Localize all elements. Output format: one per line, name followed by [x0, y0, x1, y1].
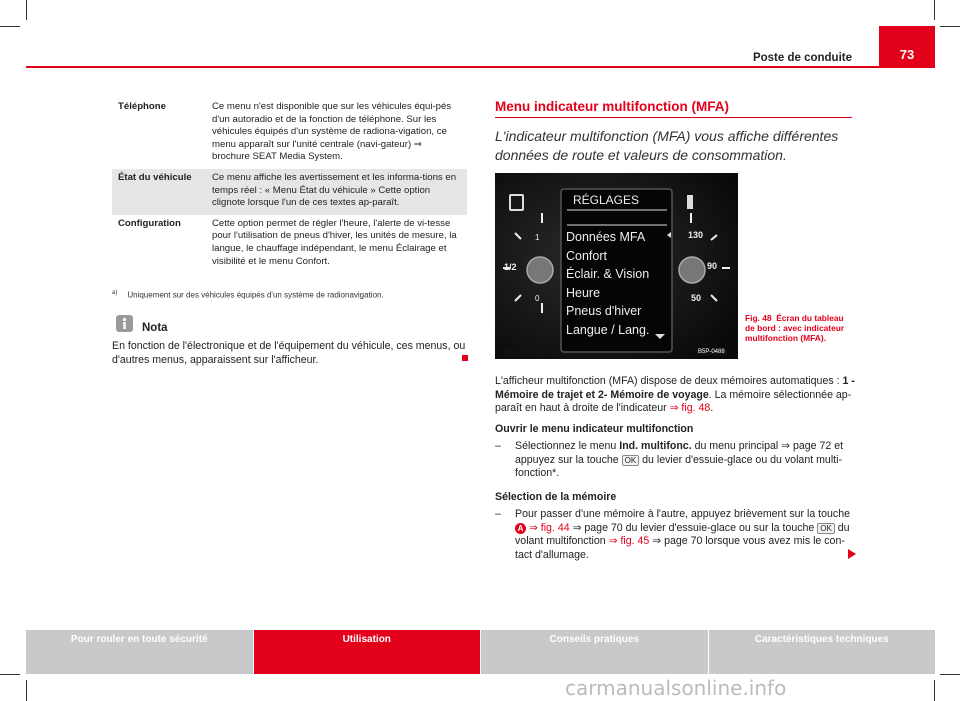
list-dash: – [495, 508, 501, 520]
chapter-tabs [26, 630, 935, 674]
table-footnote [112, 290, 384, 300]
table-row [112, 215, 467, 273]
list-text [515, 508, 855, 562]
list-text-part: du levier d'essuie-glace ou du volant multi-fonction*. [515, 453, 842, 480]
crop-mark [26, 0, 27, 20]
table-key: État du véhicule [118, 171, 192, 183]
crop-mark [0, 26, 20, 27]
header-rule [26, 66, 935, 68]
tab-practical-tips[interactable]: Conseils pratiques [481, 630, 708, 674]
figure-link[interactable]: ⇒ fig. 45 [608, 535, 650, 548]
display-menu-item: Éclair. & Vision [566, 267, 650, 282]
list-item [495, 508, 855, 562]
table-value: Ce menu n'est disponible que sur les véhicules équi-pés d'un autoradio et de la fonction de téléphone. Sur les véhicules équipés d'un système de radiona-vigation, ce menu apparaît sur l'unité centrale (navi-gateur) ⇒ brochure SEAT Media System. [212, 101, 452, 163]
table-key: Configuration [118, 217, 181, 229]
list-text-part: du volant multifonction [515, 521, 850, 548]
table-row [112, 98, 467, 169]
table-value: Ce menu affiche les avertissement et les informa-tions en temps réel : « Menu État du véhicule » Cette option clignote lorsque l'un de ces textes ap-paraît. [212, 171, 457, 209]
display-menu-item: Confort [566, 248, 607, 263]
ok-key: OK [817, 523, 835, 534]
intro-text: L'afficheur multifonction (MFA) dispose de deux mémoires automatiques : [495, 375, 843, 387]
list-text-bold: Ind. multifonc. [619, 440, 692, 452]
section-rule [495, 117, 852, 118]
dashboard-figure [495, 173, 738, 359]
list-text [515, 440, 855, 481]
menu-table [112, 98, 467, 273]
crop-mark [940, 26, 960, 27]
note-title: Nota [142, 322, 168, 334]
list-text-part: ⇒ page 70 lorsque vous avez mis le con-tact d'allumage. [515, 535, 845, 561]
display-menu-item: Heure [566, 285, 601, 300]
tab-safety[interactable]: Pour rouler en toute sécurité [26, 630, 253, 674]
list-text-part: ⇒ page 70 du levier d'essuie-glace ou sur la touche [569, 521, 818, 534]
intro-bold: 1 - Mémoire de trajet et 2- Mémoire de voyage [495, 375, 855, 401]
table-value: Cette option permet de régler l'heure, l'alerte de vi-tesse pour l'utilisation de pneus d'hiver, les unités de mesure, la langue, le chauffage indépendant, le menu Éclairage et visibilité et le menu Confort. [212, 217, 457, 267]
gauge-label: 1/2 [504, 262, 517, 272]
subheading: Sélection de la mémoire [495, 491, 617, 503]
crop-mark [0, 674, 20, 675]
display-menu-item: Pneus d'hiver [566, 304, 642, 319]
display-menu-item: Données MFA [566, 230, 646, 244]
figure-code: B5P-0488 [698, 349, 725, 355]
gauge-label: 50 [691, 293, 702, 303]
continue-arrow-icon [848, 549, 856, 559]
gauge-label: 0 [535, 294, 540, 303]
footnote-mark: a) [112, 290, 118, 296]
display-menu-item: Langue / Lang. [566, 322, 650, 337]
note-body: En fonction de l'électronique et de l'équipement du véhicule, ces menus, ou d'autres menus, apparaissent sur l'afficheur. [112, 340, 466, 366]
page-number: 73 [879, 26, 935, 66]
list-text-part: du menu principal ⇒ page 72 et appuyez sur la touche [515, 440, 844, 466]
figure-caption [745, 313, 855, 344]
gauge-label: 130 [688, 230, 704, 240]
gauge-label: 1 [535, 233, 540, 242]
figure-link[interactable]: ⇒ fig. 44 [526, 521, 570, 534]
crop-mark [934, 680, 935, 701]
figure-caption-text: Écran du tableau de bord : avec indicateur multifonction (MFA). [745, 313, 845, 344]
ok-key: OK [622, 455, 640, 466]
a-key: A [515, 523, 526, 534]
crop-mark [26, 680, 27, 701]
crop-mark [934, 0, 935, 20]
tab-technical-specs[interactable]: Caractéristiques techniques [709, 630, 936, 674]
crop-mark [940, 674, 960, 675]
subheading: Ouvrir le menu indicateur multifonction [495, 423, 694, 435]
table-row [112, 169, 467, 215]
note-icon [116, 315, 133, 332]
watermark: carmanualsonline.info [565, 676, 787, 700]
section-title: Menu indicateur multifonction (MFA) [495, 99, 729, 114]
list-dash: – [495, 440, 501, 452]
tab-operation[interactable]: Utilisation [254, 630, 481, 674]
section-lead: L'indicateur multifonction (MFA) vous affiche différentes données de route et valeurs de consommation. [495, 128, 839, 163]
footnote-text: Uniquement sur des véhicules équipés d'un système de radionavigation. [127, 290, 384, 300]
list-text-part: Sélectionnez le menu [515, 440, 620, 452]
display-title: RÉGLAGES [573, 193, 640, 207]
display-menu [566, 228, 649, 340]
figure-label: Fig. 48 [745, 313, 772, 323]
section-end-mark [462, 355, 468, 361]
list-text-part: Pour passer d'une mémoire à l'autre, appuyez brièvement sur la touche [515, 508, 850, 520]
intro-paragraph [495, 375, 855, 416]
intro-text: . [710, 402, 714, 415]
intro-text: . La mémoire sélectionnée ap-paraît en haut à droite de l'indicateur [495, 388, 852, 415]
figure-link[interactable]: ⇒ fig. 48 [669, 402, 711, 415]
list-item [495, 440, 855, 481]
table-key: Téléphone [118, 101, 166, 112]
running-header: Poste de conduite [752, 52, 852, 64]
gauge-label: 90 [707, 261, 718, 271]
